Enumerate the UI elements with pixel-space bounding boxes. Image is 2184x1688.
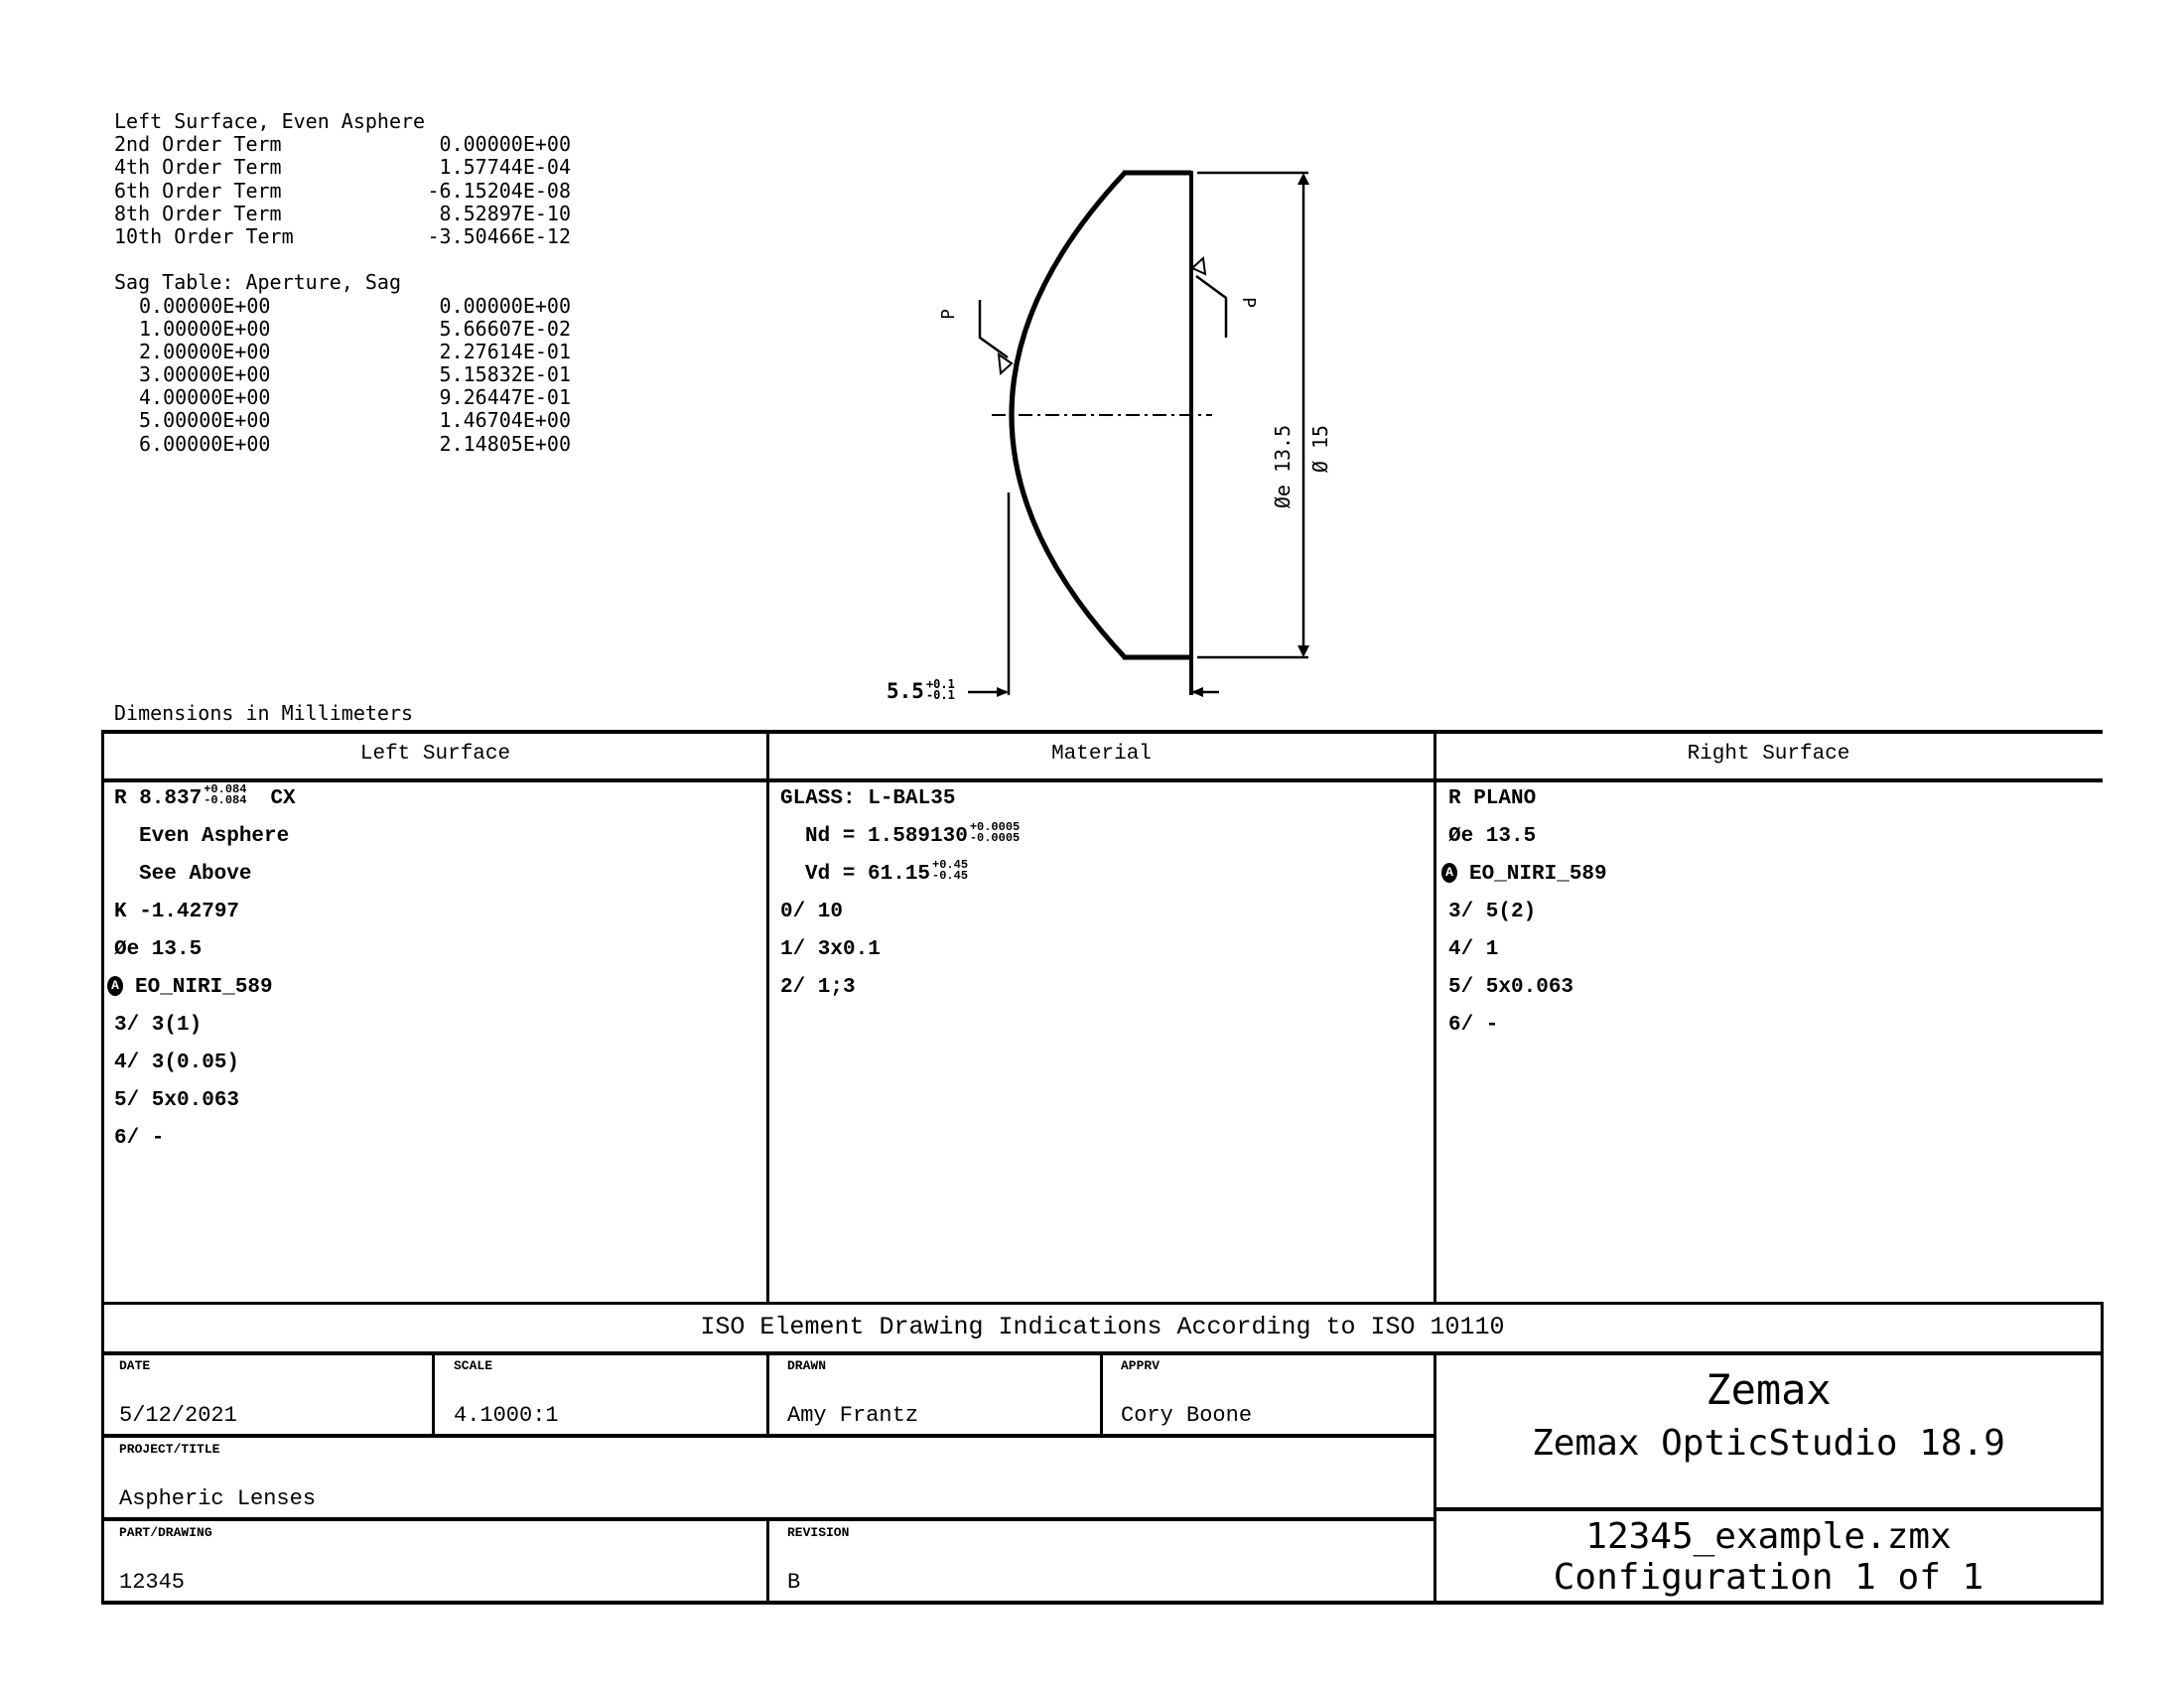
left-spec-line: 5/ 5x0.063 <box>114 1089 240 1112</box>
coefficients-title: Left Surface, Even Asphere <box>114 109 426 133</box>
units-note: Dimensions in Millimeters <box>114 701 414 725</box>
thickness-tolerance: +0.1 -0.1 <box>925 677 955 702</box>
coating-symbol-icon: A <box>107 976 123 996</box>
material-spec-line: 0/ 10 <box>780 901 844 923</box>
project-label: PROJECT/TITLE <box>119 1442 220 1457</box>
left-radius: R 8.837 +0.084 -0.084 CX <box>114 782 296 810</box>
material-spec-line: 1/ 3x0.1 <box>780 938 881 961</box>
left-coating: A EO_NIRI_589 <box>107 969 273 1007</box>
header-material: Material <box>1051 743 1152 766</box>
right-spec-line: 3/ 5(2) <box>1448 901 1537 923</box>
arrowhead-icon <box>997 687 1009 697</box>
date-label: DATE <box>119 1358 151 1373</box>
divider <box>766 730 769 1304</box>
term-label: 8th Order Term <box>114 201 282 225</box>
term-value: -3.50466E-12 <box>427 223 571 248</box>
drawn-value: Amy Frantz <box>787 1403 919 1428</box>
term-label: 2nd Order Term <box>114 132 282 157</box>
date-value: 5/12/2021 <box>119 1403 237 1428</box>
sag-value: 5.66607E-02 <box>439 316 571 341</box>
term-value: 1.57744E-04 <box>439 155 571 180</box>
arrowhead-icon <box>1297 645 1309 657</box>
divider <box>1435 1507 2104 1511</box>
glass: GLASS: L-BAL35 <box>780 787 956 810</box>
divider <box>101 1302 2104 1305</box>
right-radius: R PLANO <box>1448 787 1537 810</box>
project-value: Aspheric Lenses <box>119 1486 317 1511</box>
sag-value: 5.15832E-01 <box>439 362 571 387</box>
divider <box>2101 1302 2104 1604</box>
right-surface-symbol-icon <box>1192 258 1205 274</box>
divider <box>1433 730 1436 1304</box>
company-name: Zemax <box>1706 1365 1832 1414</box>
lens-drawing <box>0 0 2184 735</box>
divider <box>766 1519 769 1604</box>
left-spec-line: 3/ 3(1) <box>114 1014 203 1037</box>
sag-value: 2.27614E-01 <box>439 339 571 363</box>
thickness-dimension <box>887 679 955 703</box>
left-see-above: See Above <box>139 863 252 886</box>
thickness-value: 5.5 <box>887 679 924 703</box>
apprv-label: APPRV <box>1121 1358 1160 1373</box>
left-type: Even Asphere <box>139 825 290 848</box>
left-surface-leader <box>980 300 1008 357</box>
term-label: 10th Order Term <box>114 223 294 248</box>
term-value: 8.52897E-10 <box>439 201 571 225</box>
right-surface-p-label: P <box>1237 297 1259 308</box>
right-coating: A EO_NIRI_589 <box>1441 856 1607 894</box>
right-spec-line: 4/ 1 <box>1448 938 1499 961</box>
abbe-number: Vd = 61.15 +0.45 -0.45 <box>805 858 969 886</box>
divider <box>101 730 2103 734</box>
left-surface-symbol-icon <box>999 354 1012 373</box>
sag-aperture: 6.00000E+00 <box>139 431 271 456</box>
sag-value: 2.14805E+00 <box>439 431 571 456</box>
right-spec-line: 6/ - <box>1448 1014 1499 1037</box>
file-name: 12345_example.zmx <box>1585 1516 1952 1557</box>
right-spec-line: 5/ 5x0.063 <box>1448 976 1574 999</box>
sag-value: 0.00000E+00 <box>439 293 571 318</box>
header-right-surface: Right Surface <box>1687 743 1850 766</box>
sag-aperture: 3.00000E+00 <box>139 362 271 387</box>
left-clear-aperture: Øe 13.5 <box>114 938 203 961</box>
right-clear-aperture: Øe 13.5 <box>1448 825 1537 848</box>
coating-symbol-icon: A <box>1441 863 1457 883</box>
arrowhead-icon <box>1297 173 1309 185</box>
left-spec-line: 6/ - <box>114 1127 165 1150</box>
term-label: 6th Order Term <box>114 178 282 203</box>
divider <box>432 1351 435 1436</box>
revision-label: REVISION <box>787 1525 850 1540</box>
sag-value: 9.26447E-01 <box>439 385 571 410</box>
part-value: 12345 <box>119 1570 186 1595</box>
header-left-surface: Left Surface <box>359 743 511 766</box>
sag-aperture: 4.00000E+00 <box>139 385 271 410</box>
term-value: -6.15204E-08 <box>427 178 571 203</box>
diameter-dimension: Ø 15 <box>1308 424 1332 474</box>
divider <box>1100 1351 1103 1436</box>
refractive-index: Nd = 1.589130 +0.0005 -0.0005 <box>805 820 1021 848</box>
configuration: Configuration 1 of 1 <box>1553 1557 1984 1598</box>
divider <box>101 778 2103 782</box>
scale-value: 4.1000:1 <box>454 1403 559 1428</box>
left-surface-p-label: P <box>937 309 959 320</box>
divider <box>101 730 104 1604</box>
drawn-label: DRAWN <box>787 1358 827 1373</box>
sag-aperture: 0.00000E+00 <box>139 293 271 318</box>
left-conic: K -1.42797 <box>114 901 240 923</box>
term-value: 0.00000E+00 <box>439 132 571 157</box>
divider <box>766 1351 769 1436</box>
scale-label: SCALE <box>454 1358 493 1373</box>
left-spec-line: 4/ 3(0.05) <box>114 1052 240 1074</box>
clear-aperture-dimension: Øe 13.5 <box>1271 424 1295 509</box>
divider <box>101 1601 2104 1605</box>
right-surface-leader <box>1196 276 1226 338</box>
revision-value: B <box>787 1570 801 1595</box>
apprv-value: Cory Boone <box>1121 1403 1253 1428</box>
sag-value: 1.46704E+00 <box>439 408 571 433</box>
sag-aperture: 1.00000E+00 <box>139 316 271 341</box>
sag-title: Sag Table: Aperture, Sag <box>114 270 401 295</box>
iso-note: ISO Element Drawing Indications According to ISO 10110 <box>700 1313 1505 1341</box>
software-version: Zemax OpticStudio 18.9 <box>1532 1423 2005 1464</box>
sag-aperture: 2.00000E+00 <box>139 339 271 363</box>
part-label: PART/DRAWING <box>119 1525 212 1540</box>
material-spec-line: 2/ 1;3 <box>780 976 856 999</box>
term-label: 4th Order Term <box>114 155 282 180</box>
sag-aperture: 5.00000E+00 <box>139 408 271 433</box>
